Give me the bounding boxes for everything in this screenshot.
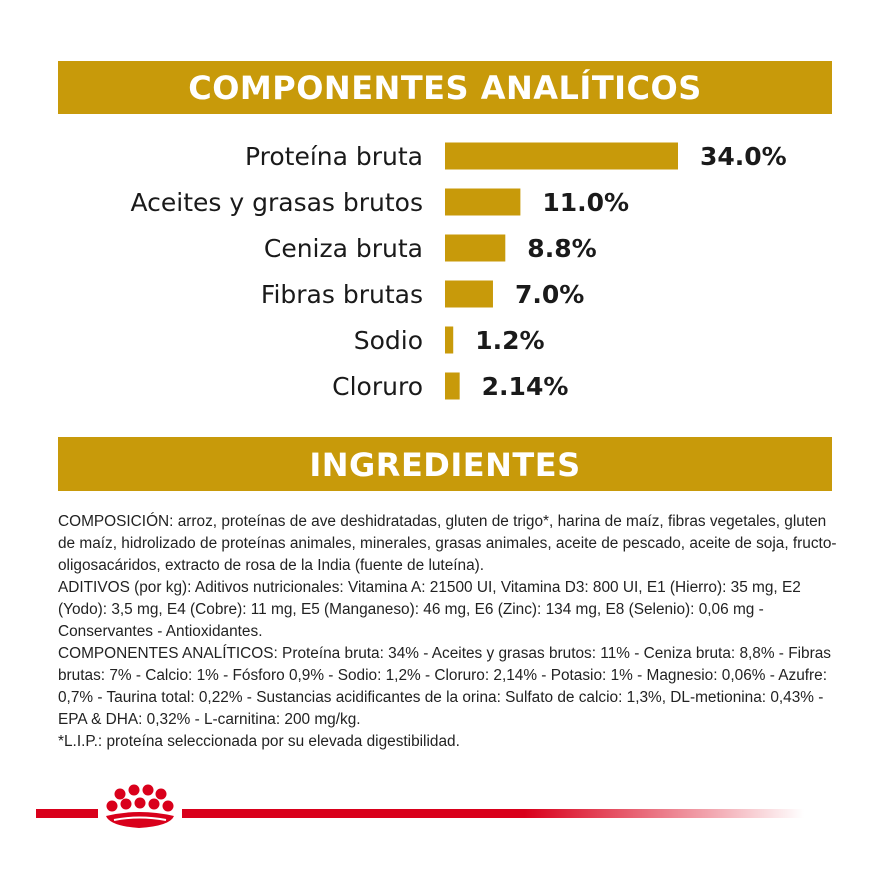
composition-paragraph: COMPOSICIÓN: arroz, proteínas de ave deshidratadas, gluten de trigo*, harina de maíz, fibras vegetales, gluten de maíz, hidrolizado de proteínas animales, minerales, grasas animales, aceite de pescado, aceite de soja, fructo-oligosacáridos, extracto de rosa de la India (fuente de luteína). bbox=[58, 513, 837, 574]
ingredients-title: INGREDIENTES bbox=[58, 437, 832, 491]
footer-stripe-left bbox=[36, 809, 98, 818]
category-label: Sodio bbox=[353, 326, 423, 355]
value-label: 8.8% bbox=[527, 234, 597, 263]
bar bbox=[445, 143, 678, 170]
bar bbox=[445, 373, 460, 400]
category-label: Ceniza bruta bbox=[263, 234, 423, 263]
footer-stripe-right bbox=[182, 809, 804, 818]
category-label: Cloruro bbox=[332, 372, 423, 401]
category-label: Aceites y grasas brutos bbox=[130, 188, 423, 217]
bar bbox=[445, 281, 493, 308]
ingredients-text bbox=[58, 511, 838, 753]
analytic-bar-chart bbox=[0, 120, 880, 420]
category-label: Fibras brutas bbox=[260, 280, 423, 309]
bar bbox=[445, 327, 453, 354]
value-label: 2.14% bbox=[481, 372, 569, 401]
bar bbox=[445, 235, 505, 262]
lip-footnote: *L.I.P.: proteína seleccionada por su elevada digestibilidad. bbox=[58, 733, 460, 750]
analytic-components-title: COMPONENTES ANALÍTICOS bbox=[58, 61, 832, 114]
value-label: 34.0% bbox=[700, 142, 787, 171]
royal-canin-crown-icon bbox=[98, 784, 180, 836]
value-label: 1.2% bbox=[475, 326, 545, 355]
value-label: 7.0% bbox=[514, 280, 585, 309]
analytic-components-paragraph: COMPONENTES ANALÍTICOS: Proteína bruta: 34% - Aceites y grasas brutos: 11% - Ceniza bruta: 8,8% - Fibras brutas: 7% - Calcio: 1% - Fósforo 0,9% - Sodio: 1,2% - Cloruro: 2,14% - Potasio: 1% - Magnesio: 0,06% - Azufre: 0,7% - Taurina total: 0,22% - Sustancias acidificantes de la orina: Sulfato de calcio: 1,3%, DL-metionina: 0,43% - EPA & DHA: 0,32% - L-carnitina: 200 mg/kg. bbox=[58, 645, 831, 728]
value-label: 11.0% bbox=[542, 188, 630, 217]
bar bbox=[445, 189, 520, 216]
category-label: Proteína bruta bbox=[244, 142, 423, 171]
additives-paragraph: ADITIVOS (por kg): Aditivos nutricionales: Vitamina A: 21500 UI, Vitamina D3: 800 UI, E1 (Hierro): 35 mg, E2 (Yodo): 3,5 mg, E4 (Cobre): 11 mg, E5 (Manganeso): 46 mg, E6 (Zinc): 134 mg, E8 (Selenio): 0,06 mg - Conservantes - Antioxidantes. bbox=[58, 579, 801, 640]
